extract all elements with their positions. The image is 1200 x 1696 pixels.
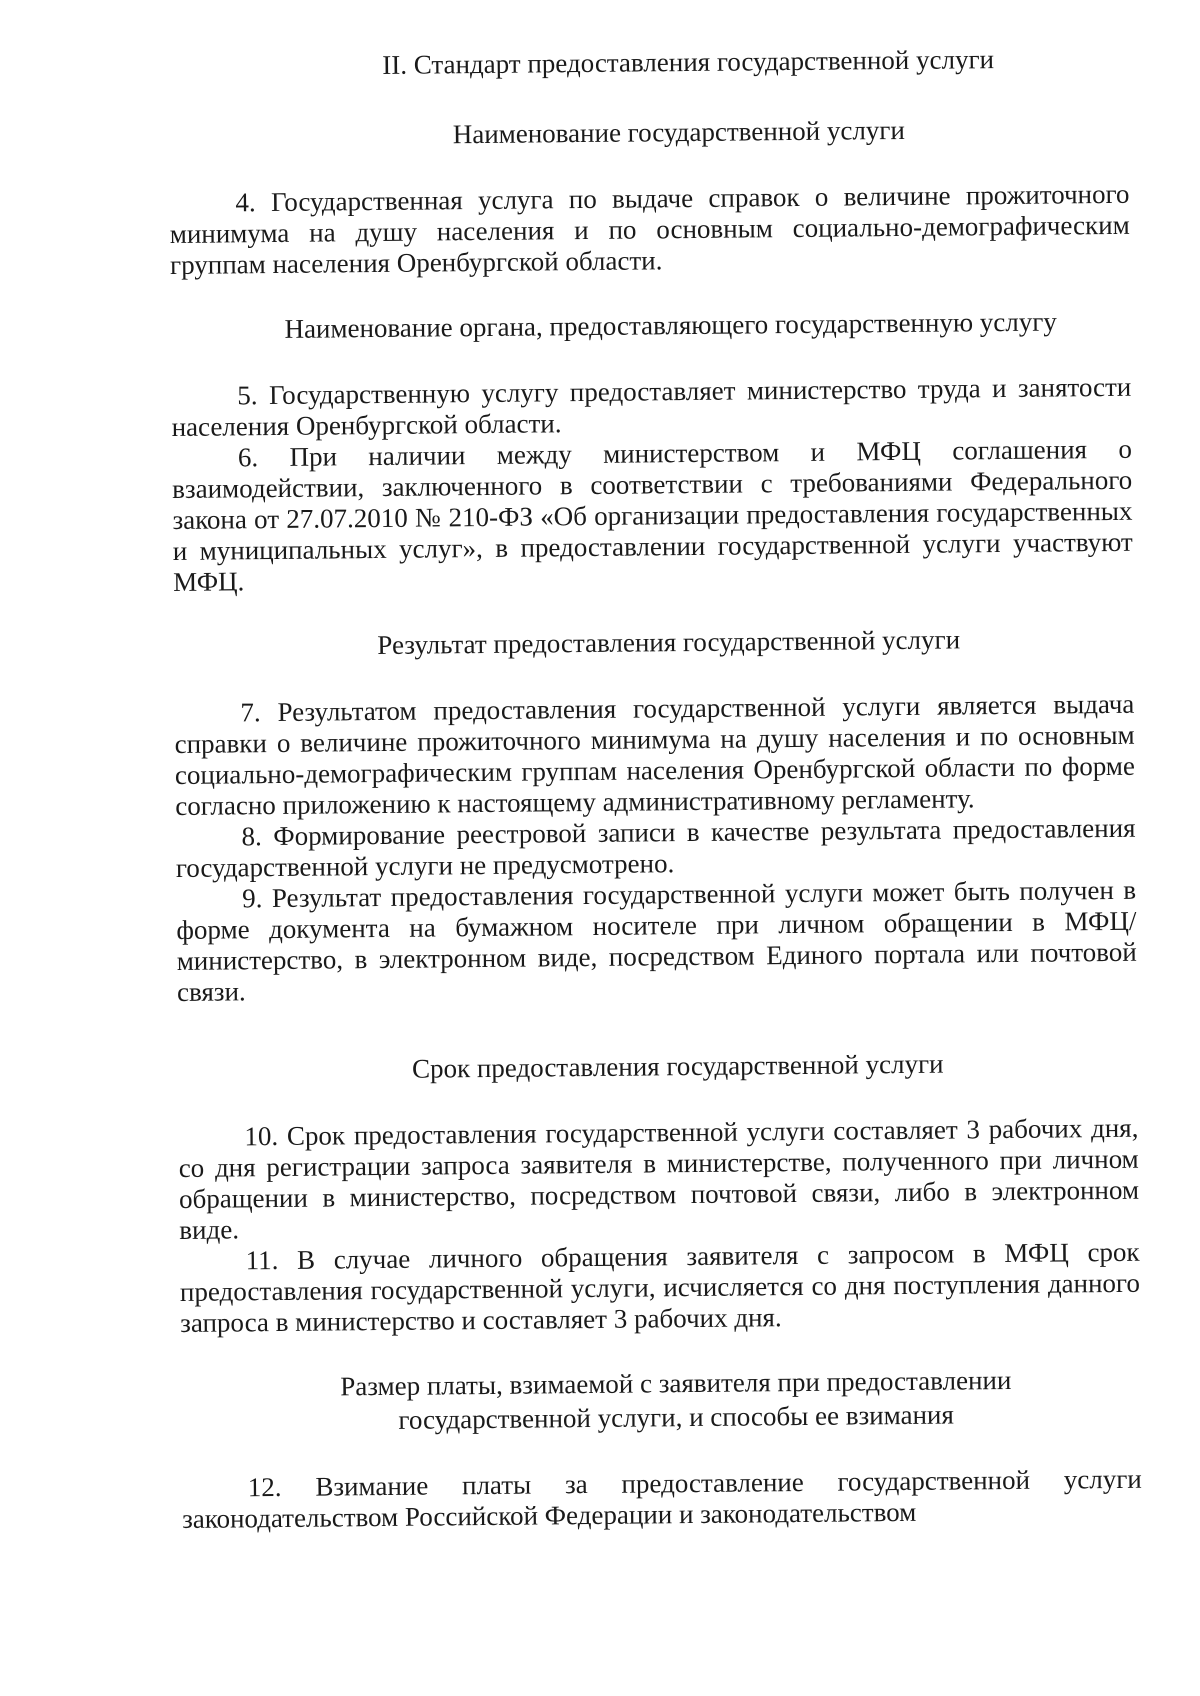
paragraph-12: 12. Взимание платы за предоставление государственной услуги законодательством Российской Федерации и законодательством xyxy=(181,1463,1142,1534)
paragraph-10: 10. Срок предоставления государственной услуги составляет 3 рабочих дня, со дня регистрации запроса заявителя в министерстве, полученного при личном обращении в министерство, посредством почтовой связи, либо в электронном виде. xyxy=(178,1112,1140,1245)
section-title: II. Стандарт предоставления государственной услуги xyxy=(382,44,995,80)
paragraph-11: 11. В случае личного обращения заявителя с запросом в МФЦ срок предоставления государственной услуги, исчисляется со дня поступления данного запроса в министерство и составляет 3 рабочих дня. xyxy=(179,1236,1141,1338)
heading-result: Результат предоставления государственной услуги xyxy=(377,624,961,661)
heading-service-name: Наименование государственной услуги xyxy=(452,114,906,150)
heading-authority-name: Наименование органа, предоставляющего государственную услугу xyxy=(284,306,1057,344)
paragraph-7: 7. Результатом предоставления государственной услуги является выдача справки о величине прожиточного минимума на душу населения и по основным социально-демографическим группам населения Оренбургской области по форме согласно приложению к настоящему административному регламенту. xyxy=(174,688,1136,821)
document-body xyxy=(168,41,1142,1535)
paragraph-6: 6. При наличии между министерством и МФЦ соглашения о взаимодействии, заключенного в соответствии с требованиями Федерального закона от 27.07.2010 № 210-ФЗ «Об организации предоставления государственных и муниципальных услуг», в предоставлении государственной услуги участвуют МФЦ. xyxy=(172,433,1133,597)
paragraph-5: 5. Государственную услугу предоставляет министерство труда и занятости населения Оренбургской области. xyxy=(171,371,1132,442)
heading-term: Срок предоставления государственной услуги xyxy=(411,1048,944,1084)
paragraph-8: 8. Формирование реестровой записи в качестве результата предоставления государственной услуги не предусмотрено. xyxy=(175,812,1136,883)
paragraph-4: 4. Государственная услуга по выдаче справок о величине прожиточного минимума на душу населения и по основным социально-демографическим группам населения Оренбургской области. xyxy=(169,178,1130,280)
heading-fee: Размер платы, взимаемой с заявителя при предоставлении государственной услуги, и способы ее взимания xyxy=(340,1364,1012,1435)
paragraph-9: 9. Результат предоставления государственной услуги может быть получен в форме документа на бумажном носителе при личном обращении в МФЦ/министерство, в электронном виде, посредством Единого портала или почтовой связи. xyxy=(176,874,1137,1007)
